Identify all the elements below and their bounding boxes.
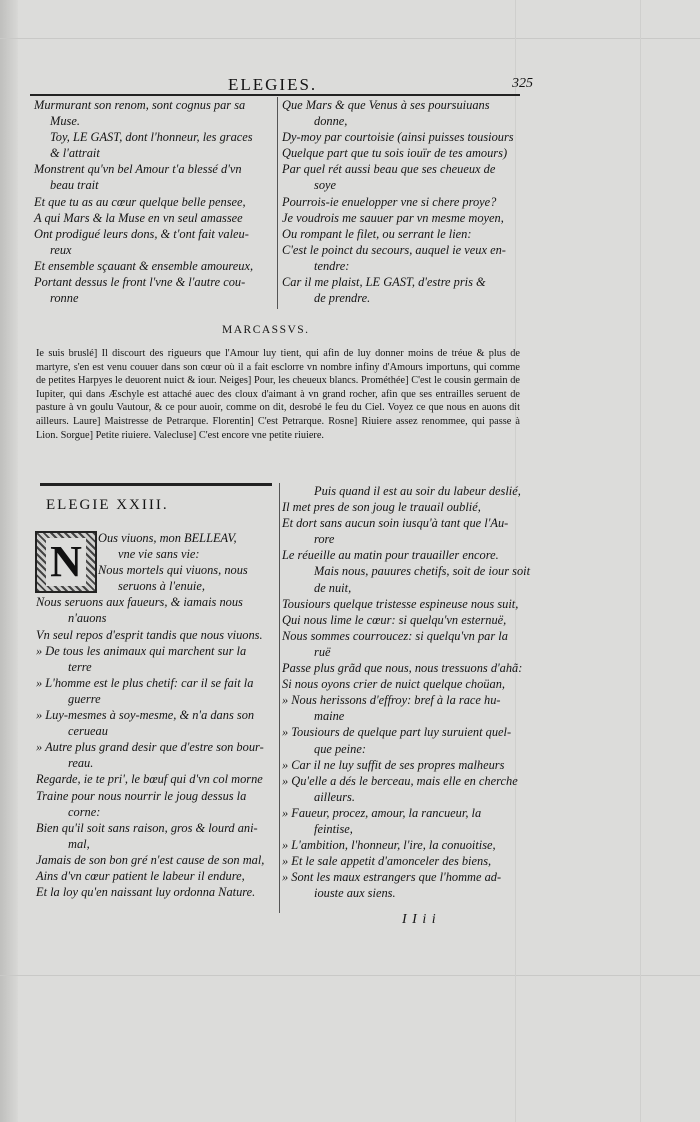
text-line: A qui Mars & la Muse en vn seul amassee bbox=[34, 210, 243, 225]
text-line: » De tous les animaux qui marchent sur la bbox=[36, 643, 247, 658]
text-line: » Tousiours de quelque part luy suruient quel- bbox=[282, 725, 512, 740]
column-separator bbox=[277, 97, 278, 309]
text-line: Dy-moy par courtoisie (ainsi puisses tousiours bbox=[282, 130, 514, 145]
scan-guide-line bbox=[0, 38, 700, 39]
text-line: ailleurs. bbox=[314, 789, 355, 804]
text-line: Nous seruons aux faueurs, & iamais nous bbox=[36, 595, 243, 610]
text-line: Qui nous lime le cœur: si quelqu'vn esternuë, bbox=[282, 612, 507, 627]
text-line: Il met pres de son joug le trauail oublié, bbox=[282, 500, 481, 515]
text-line: Et que tu as au cœur quelque belle pensee, bbox=[34, 194, 246, 209]
text-line: » Luy-mesmes à soy-mesme, & n'a dans son bbox=[36, 708, 255, 723]
text-line: Toy, LE GAST, dont l'honneur, les graces bbox=[50, 130, 253, 145]
text-line: Que Mars & que Venus à ses poursuiuans bbox=[282, 98, 490, 112]
dropcap-letter: N bbox=[46, 538, 86, 586]
text-line: Je voudrois me sauuer par vn mesme moyen, bbox=[282, 210, 504, 225]
text-line: Par quel rét aussi beau que ses cheueux de bbox=[282, 162, 496, 177]
text-line: Ont prodigué leurs dons, & t'ont fait valeu- bbox=[34, 226, 249, 241]
text-line: n'auons bbox=[68, 611, 107, 626]
text-line: terre bbox=[68, 659, 92, 674]
text-line: reux bbox=[50, 242, 72, 257]
text-line: Vn seul repos d'esprit tandis que nous viuons. bbox=[36, 627, 263, 642]
text-line: soye bbox=[314, 178, 337, 193]
text-line: Muse. bbox=[50, 114, 80, 129]
commentary-title: MARCASSVS. bbox=[222, 324, 310, 336]
text-line: Puis quand il est au soir du labeur deslié, bbox=[314, 484, 521, 498]
text-line: iouste aux siens. bbox=[314, 886, 396, 901]
text-line: que peine: bbox=[314, 741, 366, 756]
elegy-left-column bbox=[36, 530, 276, 900]
elegy-right-column bbox=[282, 483, 531, 901]
text-line: Nous mortels qui viuons, nous bbox=[98, 563, 248, 578]
text-line: » Sont les maux estrangers que l'homme ad- bbox=[282, 870, 502, 885]
text-line: Bien qu'il soit sans raison, gros & lourd ani- bbox=[36, 820, 258, 835]
text-line: » Nous herissons d'effroy: bref à la race hu- bbox=[282, 693, 501, 708]
column-separator bbox=[279, 483, 280, 913]
text-line: Et dort sans aucun soin iusqu'à tant que l'Au- bbox=[282, 516, 509, 531]
text-line: tendre: bbox=[314, 258, 350, 273]
text-line: corne: bbox=[68, 804, 101, 819]
text-line: Jamais de son bon gré n'est cause de son mal, bbox=[36, 852, 265, 867]
text-line: seruons à l'enuie, bbox=[118, 579, 205, 594]
text-line: » L'ambition, l'honneur, l'ire, la conuoitise, bbox=[282, 838, 496, 853]
scan-guide-line bbox=[0, 975, 700, 976]
text-line: » Et le sale appetit d'amonceler des biens, bbox=[282, 854, 492, 869]
signature-mark: I I i i bbox=[402, 912, 437, 927]
text-line: » Car il ne luy suffit de ses propres malheurs bbox=[282, 757, 505, 772]
text-line: Pourrois-ie enuelopper vne si chere proye? bbox=[282, 194, 497, 209]
text-line: ruë bbox=[314, 644, 331, 659]
page-fold-shadow bbox=[0, 0, 18, 1122]
text-line: rore bbox=[314, 532, 335, 547]
text-line: Portant dessus le front l'vne & l'autre cou- bbox=[34, 275, 246, 290]
text-line: guerre bbox=[68, 691, 101, 706]
scan-guide-line bbox=[640, 0, 641, 1122]
elegy-title-rule bbox=[40, 483, 272, 486]
text-line: donne, bbox=[314, 114, 348, 129]
text-line: » Qu'elle a dés le berceau, mais elle en cherche bbox=[282, 773, 518, 788]
text-line: C'est le poinct du secours, auquel ie veux en- bbox=[282, 242, 506, 257]
text-line: » Faueur, procez, amour, la rancueur, la bbox=[282, 805, 482, 820]
text-line: Et la loy qu'en naissant luy ordonna Nature. bbox=[36, 885, 256, 900]
top-left-column bbox=[34, 97, 274, 306]
elegy-title: ELEGIE XXIII. bbox=[46, 497, 169, 513]
text-line: de nuit, bbox=[314, 580, 352, 595]
text-line: reau. bbox=[68, 756, 94, 771]
text-line: Regarde, ie te pri', le bœuf qui d'vn col morne bbox=[36, 772, 263, 787]
text-line: Quelque part que tu sois iouïr de tes amours) bbox=[282, 146, 508, 161]
text-line: Ains d'vn cœur patient le labeur il endure, bbox=[36, 868, 245, 883]
text-line: Tousiours quelque tristesse espineuse nous suit, bbox=[282, 596, 519, 611]
commentary-text: Ie suis bruslé] Il discourt des rigueurs que l'Amour luy tient, qui afin de luy donner moins de tréue & plus de martyre, s'en est venu couuer dans son cœur où il a fait esclorre vn nombre infiny d'Amours importuns, qui comme de petites Harpyes le deuorent nuict & iour. Neiges] Pour, les cheueux blancs. Prométhée] C'est le cousin germain de Iupiter, qui dans Æschyle est attaché auec des cloux d'aimant à vn grand rocher, afin que ses entrailles seruent de pasture à vn goulu Vautour, & ce pour auoir, comme on dit, desrobé le feu du Ciel. Voyez ce que nous en auons dit ailleurs. Laure] Maistresse de Petrarque. Florentin] C'est Petrarque. Rosne] Riuiere assez renommee, qui passe à Lion. Sorgue] Petite riuiere. Valecluse] C'est encore vne petite riuiere. bbox=[36, 348, 520, 441]
text-line: Le réueille au matin pour trauailler encore. bbox=[282, 548, 499, 563]
text-line: Ous viuons, mon BELLEAV, bbox=[98, 531, 237, 545]
text-line: vne vie sans vie: bbox=[118, 547, 200, 562]
header-rule bbox=[30, 94, 520, 96]
text-line: beau trait bbox=[50, 178, 99, 193]
text-line: Monstrent qu'vn bel Amour t'a blessé d'vn bbox=[34, 162, 242, 177]
text-line: Passe plus grãd que nous, nous tressuons d'ahã: bbox=[282, 661, 523, 676]
page-number: 325 bbox=[512, 76, 533, 91]
text-line: de prendre. bbox=[314, 291, 371, 306]
text-line: Si nous oyons crier de nuict quelque choüan, bbox=[282, 677, 505, 692]
text-line: Mais nous, pauures chetifs, soit de iour soit bbox=[314, 564, 531, 579]
text-line: Ou rompant le filet, ou serrant le lien: bbox=[282, 226, 472, 241]
text-line: feintise, bbox=[314, 821, 353, 836]
text-line: » Autre plus grand desir que d'estre son bour- bbox=[36, 740, 264, 755]
text-line: maine bbox=[314, 709, 345, 724]
header-title: ELEGIES. bbox=[228, 75, 318, 94]
text-line: » L'homme est le plus chetif: car il se fait la bbox=[36, 675, 254, 690]
text-line: ronne bbox=[50, 291, 79, 306]
text-line: mal, bbox=[68, 836, 90, 851]
text-line: Traine pour nous nourrir le joug dessus la bbox=[36, 788, 247, 803]
text-line: Nous sommes courroucez: si quelqu'vn par la bbox=[282, 628, 508, 643]
top-right-column bbox=[282, 97, 522, 306]
text-line: Murmurant son renom, sont cognus par sa bbox=[34, 98, 246, 112]
text-line: Et ensemble sçauant & ensemble amoureux, bbox=[34, 258, 254, 273]
text-line: Car il me plaist, LE GAST, d'estre pris & bbox=[282, 275, 486, 290]
text-line: cerueau bbox=[68, 724, 108, 739]
text-line: & l'attrait bbox=[50, 146, 100, 161]
